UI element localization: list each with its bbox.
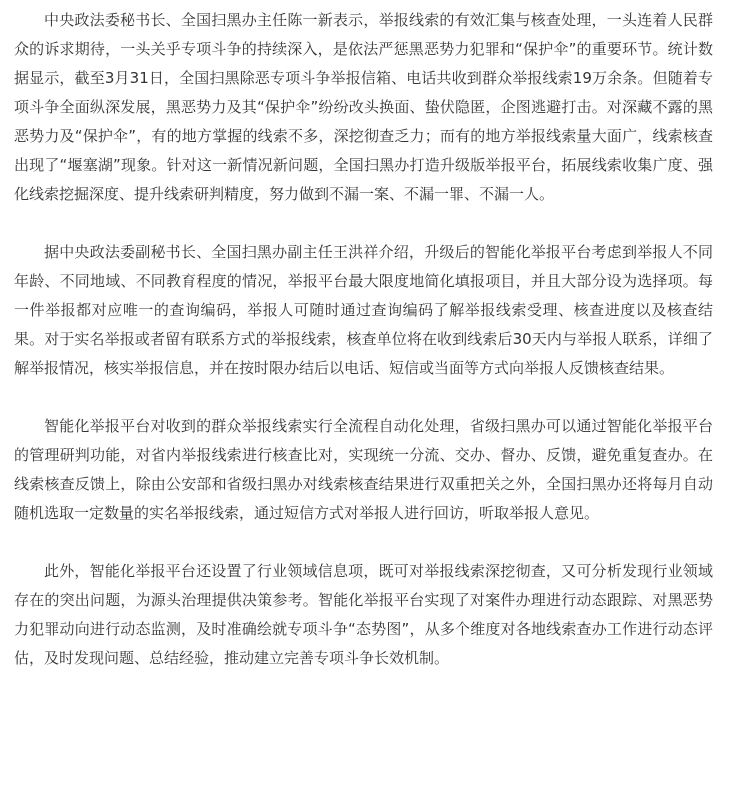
paragraph-3: 智能化举报平台对收到的群众举报线索实行全流程自动化处理，省级扫黑办可以通过智能化举报平台的管理研判功能，对省内举报线索进行核查比对，实现统一分流、交办、督办、反馈，避免重复查办。在线索核查反馈上，除由公安部和省级扫黑办对线索核查结果进行双重把关之外，全国扫黑办还将每月自动随机选取一定数量的实名举报线索，通过短信方式对举报人进行回访，听取举报人意见。 [14, 417, 713, 522]
article-body [14, 6, 713, 673]
paragraph-4: 此外，智能化举报平台还设置了行业领域信息项，既可对举报线索深挖彻查，又可分析发现行业领域存在的突出问题，为源头治理提供决策参考。智能化举报平台实现了对案件办理进行动态跟踪、对黑恶势力犯罪动向进行动态监测，及时准确绘就专项斗争“态势图”，从多个维度对各地线索查办工作进行动态评估，及时发现问题、总结经验，推动建立完善专项斗争长效机制。 [14, 562, 713, 667]
paragraph-2: 据中央政法委副秘书长、全国扫黑办副主任王洪祥介绍，升级后的智能化举报平台考虑到举报人不同年龄、不同地域、不同教育程度的情况，举报平台最大限度地简化填报项目，并且大部分设为选择项。每一件举报都对应唯一的查询编码，举报人可随时通过查询编码了解举报线索受理、核查进度以及核查结果。对于实名举报或者留有联系方式的举报线索，核查单位将在收到线索后30天内与举报人联系，详细了解举报情况，核实举报信息，并在按时限办结后以电话、短信或当面等方式向举报人反馈核查结果。 [14, 243, 713, 377]
paragraph-1: 中央政法委秘书长、全国扫黑办主任陈一新表示，举报线索的有效汇集与核查处理，一头连着人民群众的诉求期待，一头关乎专项斗争的持续深入，是依法严惩黑恶势力犯罪和“保护伞”的重要环节。统计数据显示，截至3月31日，全国扫黑除恶专项斗争举报信箱、电话共收到群众举报线索19万余条。但随着专项斗争全面纵深发展，黑恶势力及其“保护伞”纷纷改头换面、蛰伏隐匿，企图逃避打击。对深藏不露的黑恶势力及“保护伞”，有的地方掌握的线索不多，深挖彻查乏力；而有的地方举报线索量大面广，线索核查出现了“堰塞湖”现象。针对这一新情况新问题，全国扫黑办打造升级版举报平台，拓展线索收集广度、强化线索挖掘深度、提升线索研判精度，努力做到不漏一案、不漏一罪、不漏一人。 [14, 11, 713, 203]
